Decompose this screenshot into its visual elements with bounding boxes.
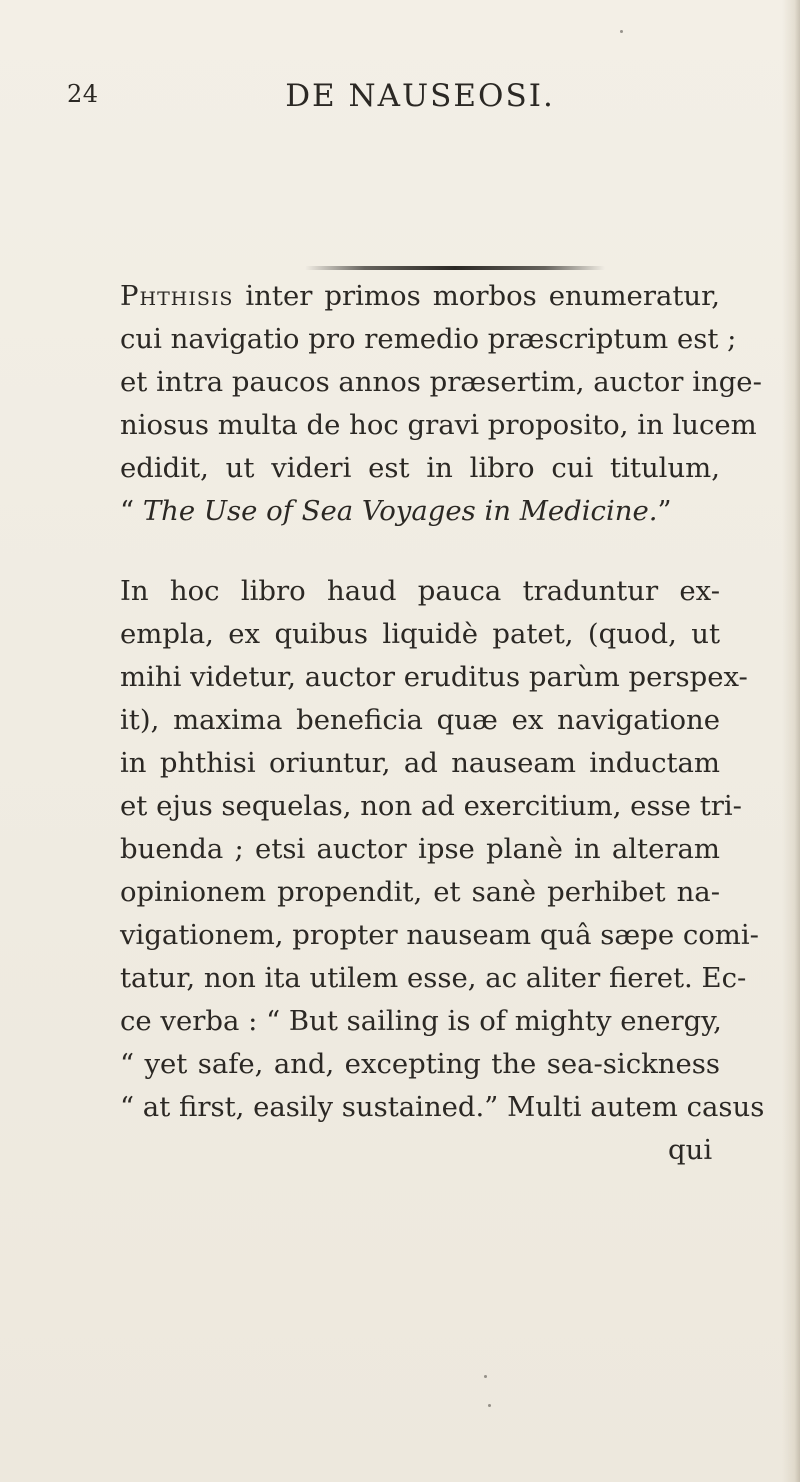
text-line: in phthisi oriuntur, ad nauseam inductam	[120, 747, 720, 779]
text-line: empla, ex quibus liquidè patet, (quod, ut	[120, 618, 720, 650]
text-line: “ at first, easily sustained.” Multi autem casus	[120, 1091, 765, 1123]
book-title-line: “ The Use of Sea Voyages in Medicine.”	[120, 495, 672, 527]
text-line: ce verba : “ But sailing is of mighty energy,	[120, 1005, 722, 1037]
paper-speck	[620, 30, 623, 33]
text-line: niosus multa de hoc gravi proposito, in lucem	[120, 409, 757, 441]
text-line: buenda ; etsi auctor ipse planè in alteram	[120, 833, 720, 865]
text-line: it), maxima beneficia quæ ex navigatione	[120, 704, 720, 736]
text-line: mihi videtur, auctor eruditus parùm perspex-	[120, 661, 748, 693]
paragraph-first-word: Phthisis	[120, 280, 234, 312]
catchword: qui	[668, 1134, 713, 1166]
text-line: tatur, non ita utilem esse, ac aliter fieret. Ec-	[120, 962, 747, 994]
text-line: In hoc libro haud pauca traduntur ex-	[120, 575, 720, 607]
page-number: 24	[67, 80, 99, 108]
text-line: edidit, ut videri est in libro cui titulum,	[120, 452, 720, 484]
paper-speck	[484, 1375, 487, 1378]
text-line: opinionem propendit, et sanè perhibet na-	[120, 876, 720, 908]
text-line: Phthisis inter primos morbos enumeratur,	[120, 280, 720, 312]
text-line: vigationem, propter nauseam quâ sæpe comi-	[120, 919, 759, 951]
paper-speck	[488, 1404, 491, 1407]
book-title: The Use of Sea Voyages in Medicine.	[142, 495, 658, 527]
text-line: et ejus sequelas, non ad exercitium, esse tri-	[120, 790, 742, 822]
text-line: cui navigatio pro remedio præscriptum est ;	[120, 323, 737, 355]
text-line: et intra paucos annos præsertim, auctor inge-	[120, 366, 762, 398]
running-title: DE NAUSEOSI.	[285, 78, 555, 114]
header-rule	[305, 266, 605, 270]
text-line: “ yet safe, and, excepting the sea-sickness	[120, 1048, 720, 1080]
page-edge	[782, 0, 800, 1482]
